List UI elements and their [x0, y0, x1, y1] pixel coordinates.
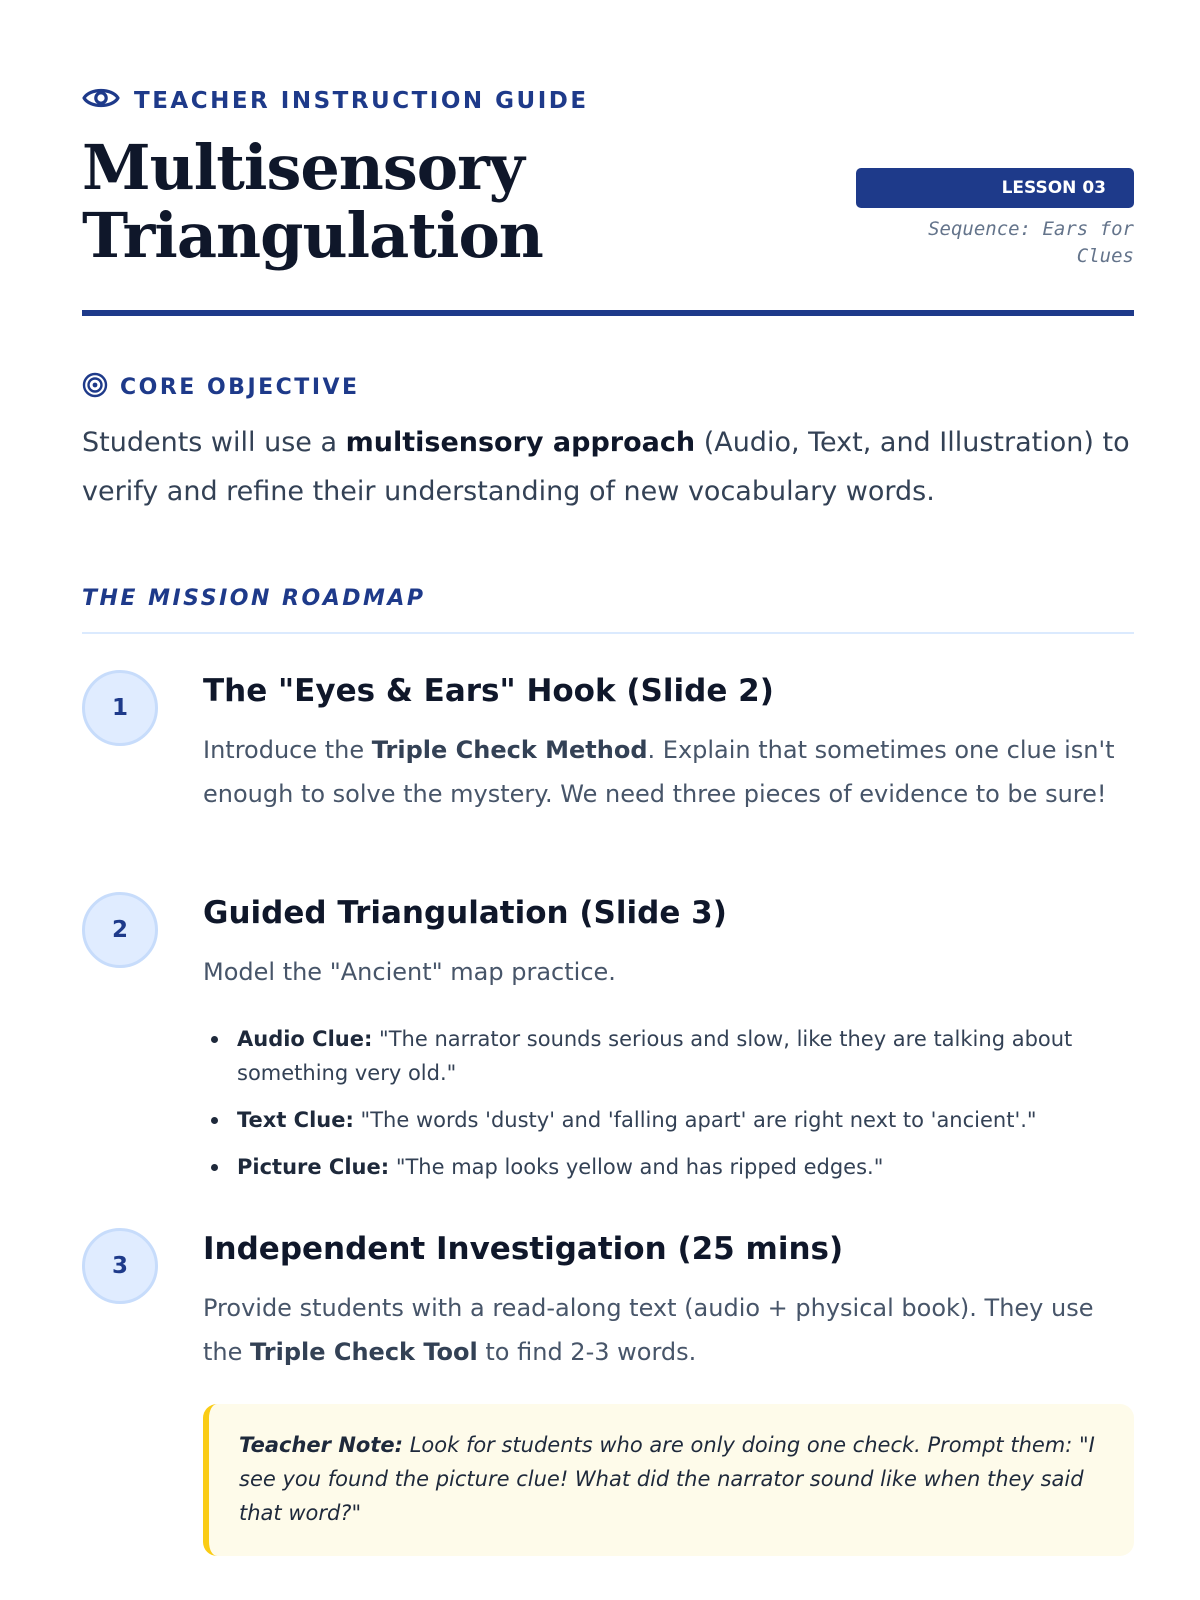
step-number-badge: 3 — [82, 1228, 158, 1304]
objective-text-end: (Audio, Text, and Illustration) to verify and refine their understanding of new vocabulary words. — [82, 427, 1130, 507]
objective-text-start: Students will use a — [82, 427, 346, 458]
objective-label: CORE OBJECTIVE — [120, 375, 360, 400]
step-desc-start: Provide students with a read-along text (audio + physical book). They use the — [203, 1294, 1094, 1366]
teacher-note-label: Teacher Note: — [239, 1433, 404, 1457]
lesson-info — [856, 168, 1134, 270]
step-desc-bold: Triple Check Method — [371, 736, 648, 764]
step-description — [203, 728, 1134, 816]
list-item — [203, 1022, 1134, 1090]
list-item — [203, 1103, 1134, 1137]
teacher-note-text: Look for students who are only doing one check. Prompt them: "I see you found the picture clue! What did the narrator sound like when they said that word?" — [239, 1433, 1095, 1525]
list-item — [203, 1150, 1134, 1184]
clue-text: "The narrator sounds serious and slow, like they are talking about something very old." — [237, 1027, 1073, 1085]
clue-label: Text Clue: — [237, 1108, 354, 1132]
step-description — [203, 1286, 1134, 1374]
sequence-label — [856, 216, 1134, 270]
page-title — [82, 131, 602, 272]
sequence-line-2: Clues — [1076, 245, 1134, 267]
step-title: The "Eyes & Ears" Hook (Slide 2) — [203, 673, 774, 709]
sequence-line-1: Sequence: Ears for — [928, 218, 1134, 240]
objective-heading — [82, 372, 360, 403]
step-title: Guided Triangulation (Slide 3) — [203, 895, 727, 931]
eye-icon — [82, 84, 120, 117]
step-body — [203, 892, 1134, 1197]
clue-list — [203, 1022, 1134, 1184]
target-icon — [82, 372, 108, 403]
clue-text: "The words 'dusty' and 'falling apart' are right next to 'ancient'." — [353, 1108, 1037, 1132]
step-desc-start: Introduce the — [203, 736, 372, 764]
step-desc-bold: Triple Check Tool — [250, 1338, 478, 1366]
clue-label: Picture Clue: — [237, 1155, 390, 1179]
objective-text-bold: multisensory approach — [345, 427, 696, 458]
roadmap-divider — [82, 632, 1134, 634]
step-body — [203, 1228, 1134, 1556]
header-divider — [82, 310, 1134, 316]
objective-text — [82, 418, 1134, 516]
step-desc-end: to find 2-3 words. — [477, 1338, 697, 1366]
lesson-badge: LESSON 03 — [856, 168, 1134, 208]
teacher-note — [203, 1404, 1134, 1556]
step-number-badge: 2 — [82, 892, 158, 968]
roadmap-heading: THE MISSION ROADMAP — [82, 586, 426, 611]
step-description: Model the "Ancient" map practice. — [203, 958, 616, 986]
step-title: Independent Investigation (25 mins) — [203, 1231, 844, 1267]
step-body — [203, 670, 1134, 816]
clue-label: Audio Clue: — [237, 1027, 373, 1051]
eyebrow-label: TEACHER INSTRUCTION GUIDE — [134, 87, 589, 114]
step-desc-end: . Explain that sometimes one clue isn't enough to solve the mystery. We need three pieces of evidence to be sure! — [203, 736, 1115, 808]
step-number-badge: 1 — [82, 670, 158, 746]
clue-text: "The map looks yellow and has ripped edges." — [389, 1155, 884, 1179]
guide-eyebrow — [82, 84, 589, 117]
title-line-1: Multisensory — [82, 131, 524, 204]
title-line-2: Triangulation — [82, 199, 543, 272]
